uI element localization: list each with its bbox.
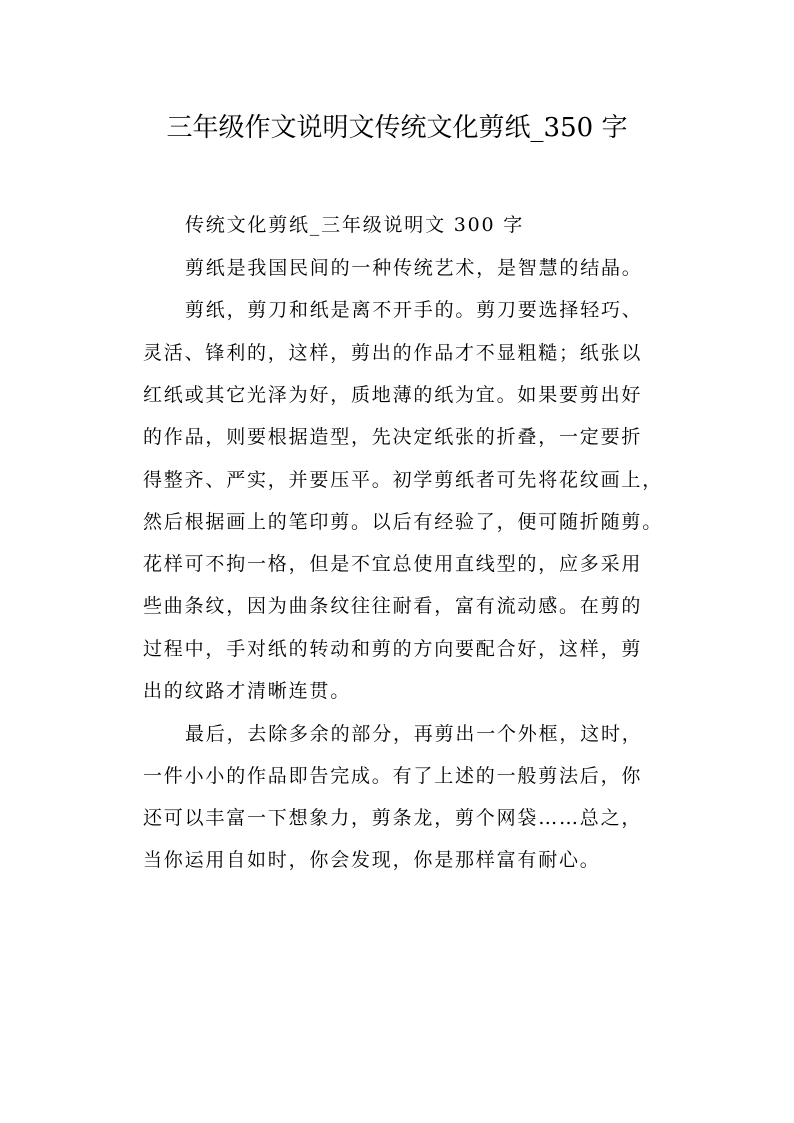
- document-title: 三年级作文说明文传统文化剪纸_350 字: [166, 113, 628, 143]
- paragraph-line: 些曲条纹，因为曲条纹往往耐看，富有流动感。在剪的: [143, 595, 643, 617]
- paragraph-line: 最后，去除多余的部分，再剪出一个外框，这时，: [185, 723, 643, 745]
- paragraph-line: 得整齐、严实，并要压平。初学剪纸者可先将花纹画上，: [143, 469, 664, 491]
- paragraph-line: 还可以丰富一下想象力，剪条龙，剪个网袋……总之，: [143, 807, 643, 829]
- paragraph-line: 灵活、锋利的，这样，剪出的作品才不显粗糙；纸张以: [143, 342, 643, 364]
- paragraph-line: 当你运用自如时，你会发现，你是那样富有耐心。: [143, 849, 601, 871]
- paragraph-line: 花样可不拘一格，但是不宜总使用直线型的，应多采用: [143, 553, 643, 575]
- paragraph-line: 一件小小的作品即告完成。有了上述的一般剪法后，你: [143, 765, 643, 787]
- paragraph-line: 然后根据画上的笔印剪。以后有经验了，便可随折随剪。: [143, 511, 664, 533]
- subtitle-line: 传统文化剪纸_三年级说明文 300 字: [185, 214, 525, 236]
- paragraph-line: 剪纸是我国民间的一种传统艺术，是智慧的结晶。: [185, 257, 643, 279]
- paragraph-line: 过程中，手对纸的转动和剪的方向要配合好，这样，剪: [143, 638, 643, 660]
- paragraph-line: 的作品，则要根据造型，先决定纸张的折叠，一定要折: [143, 426, 643, 448]
- paragraph-line: 剪纸，剪刀和纸是离不开手的。剪刀要选择轻巧、: [185, 299, 643, 321]
- paragraph-line: 出的纹路才清晰连贯。: [143, 680, 352, 702]
- paragraph-line: 红纸或其它光泽为好，质地薄的纸为宜。如果要剪出好: [143, 384, 643, 406]
